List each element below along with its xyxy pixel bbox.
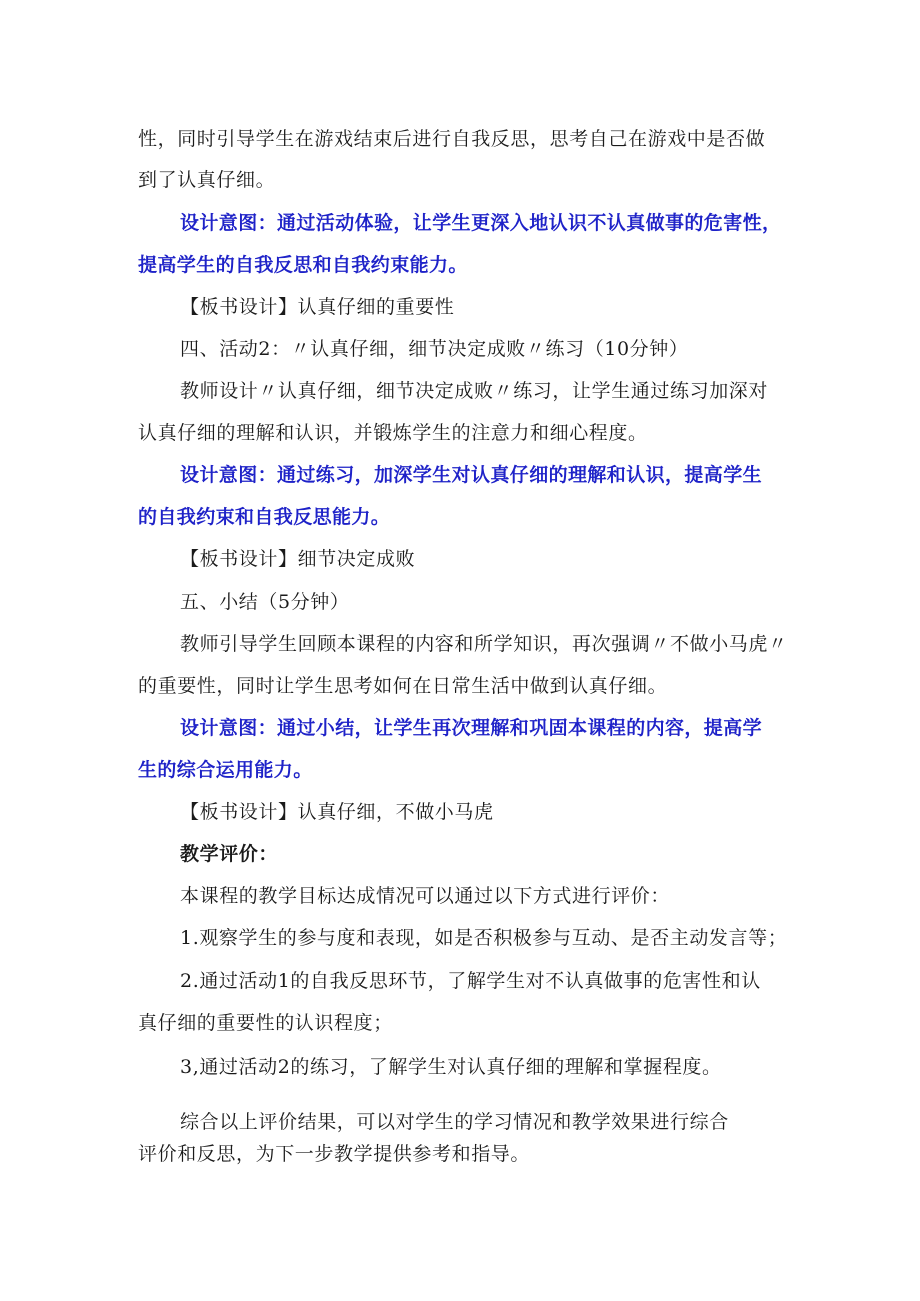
paragraph-line: 教师引导学生回顾本课程的内容和所学知识，再次强调〃不做小马虎〃: [180, 633, 788, 655]
design-intent-line: 设计意图：通过小结，让学生再次理解和巩固本课程的内容，提高学: [180, 717, 763, 739]
paragraph-line: 评价和反思，为下一步教学提供参考和指导。: [138, 1143, 531, 1165]
section-heading: 五、小结（5分钟）: [180, 591, 350, 613]
list-item: 1.观察学生的参与度和表现，如是否积极参与互动、是否主动发言等；: [180, 927, 788, 949]
paragraph-line: 认真仔细的理解和认识，并锻炼学生的注意力和细心程度。: [138, 422, 648, 444]
list-item: 2.通过活动1的自我反思环节，了解学生对不认真做事的危害性和认: [180, 970, 761, 992]
evaluation-heading: 教学评价：: [180, 843, 279, 865]
paragraph-line: 到了认真仔细。: [138, 169, 276, 191]
design-intent-line: 设计意图：通过练习，加深学生对认真仔细的理解和认识，提高学生: [180, 464, 763, 486]
design-intent-line: 提高学生的自我反思和自我约束能力。: [138, 254, 468, 276]
list-item-continuation: 真仔细的重要性的认识程度；: [138, 1012, 393, 1034]
board-design-heading: 【板书设计】认真仔细，不做小马虎: [180, 801, 494, 823]
list-item: 3,通过活动2的练习，了解学生对认真仔细的理解和掌握程度。: [180, 1056, 722, 1078]
paragraph-line: 的重要性，同时让学生思考如何在日常生活中做到认真仔细。: [138, 675, 668, 697]
board-design-heading: 【板书设计】细节决定成败: [180, 548, 416, 570]
design-intent-line: 设计意图：通过活动体验，让学生更深入地认识不认真做事的危害性，: [180, 212, 782, 234]
paragraph-line: 综合以上评价结果，可以对学生的学习情况和教学效果进行综合: [180, 1111, 729, 1133]
design-intent-line: 生的综合运用能力。: [138, 759, 313, 781]
paragraph-line: 性，同时引导学生在游戏结束后进行自我反思，思考自己在游戏中是否做: [138, 128, 766, 150]
design-intent-line: 的自我约束和自我反思能力。: [138, 506, 391, 528]
board-design-heading: 【板书设计】认真仔细的重要性: [180, 296, 455, 318]
section-heading: 四、活动2：〃认真仔细，细节决定成败〃练习（10分钟）: [180, 338, 689, 360]
paragraph-line: 教师设计〃认真仔细，细节决定成败〃练习，让学生通过练习加深对: [180, 380, 769, 402]
paragraph-line: 本课程的教学目标达成情况可以通过以下方式进行评价：: [180, 885, 671, 907]
